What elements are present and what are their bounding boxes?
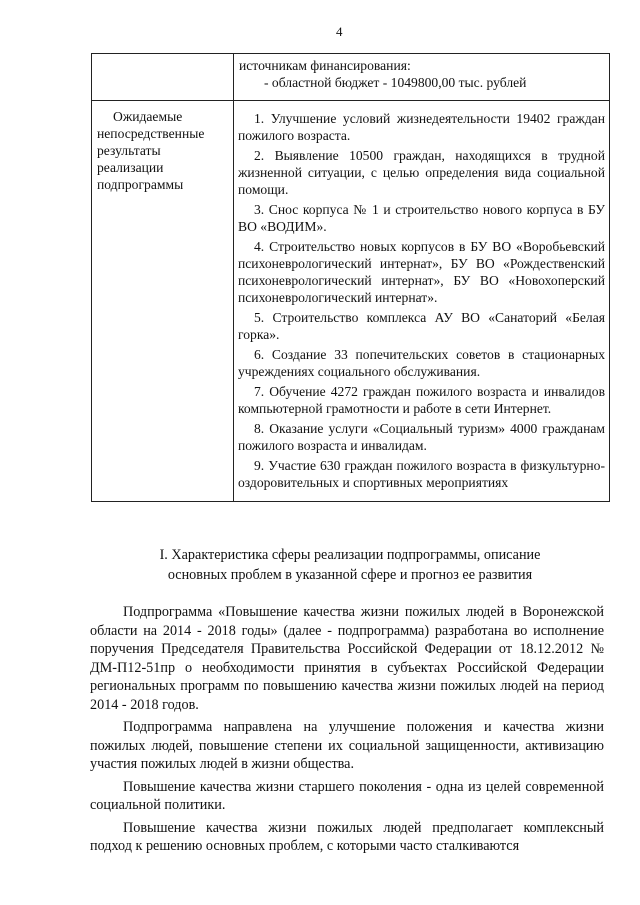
table-cell-financing xyxy=(234,54,610,101)
body-paragraph-2: Подпрограмма направлена на улучшение положения и качества жизни пожилых людей, повышение степени их социальной защищенности, активизацию участия пожилых людей в жизни общества. xyxy=(90,719,604,772)
table-row-financing xyxy=(92,54,610,101)
result-item-3: 3. Снос корпуса № 1 и строительство нового корпуса в БУ ВО «ВОДИМ». xyxy=(238,202,605,234)
body-paragraph-3: Повышение качества жизни старшего поколения - одна из целей современной социальной политики. xyxy=(90,778,604,813)
results-label-line: реализации xyxy=(97,160,164,175)
section-heading-line-2: основных проблем в указанной сфере и прогноз ее развития xyxy=(167,567,533,583)
table-cell-results-label xyxy=(92,101,234,502)
result-item-5: 5. Строительство комплекса АУ ВО «Санаторий «Белая горка». xyxy=(238,310,605,342)
regional-budget-amount: - областной бюджет - 1049800,00 тыс. рублей xyxy=(264,75,527,90)
result-item-6: 6. Создание 33 попечительских советов в стационарных учреждениях социального обслуживания. xyxy=(238,347,605,379)
subprogram-passport-table xyxy=(91,53,610,502)
result-item-2: 2. Выявление 10500 граждан, находящихся в трудной жизненной ситуации, с целью определения вида социальной помощи. xyxy=(238,148,605,197)
financing-sources-label: источникам финансирования: xyxy=(239,58,411,73)
result-item-7: 7. Обучение 4272 граждан пожилого возраста и инвалидов компьютерной грамотности и работе в сети Интернет. xyxy=(238,384,605,416)
table-cell-results-list xyxy=(234,101,610,502)
results-label-line: непосредственные xyxy=(97,126,205,141)
page-number: 4 xyxy=(336,24,343,39)
body-paragraph-1: Подпрограмма «Повышение качества жизни пожилых людей в Воронежской области на 2014 - 2018 годы» (далее - подпрограмма) разработана во исполнение поручения Председателя Правительства Российской Федерации от 18.12.2012 № ДМ-П12-51пр о необходимости принятия в субъектах Российской Федерации региональных программ по повышению качества жизни пожилых людей на период 2014 - 2018 годов. xyxy=(90,604,604,713)
result-item-1: 1. Улучшение условий жизнедеятельности 19402 граждан пожилого возраста. xyxy=(238,111,605,143)
section-heading-line-1: I. Характеристика сферы реализации подпрограммы, описание xyxy=(159,547,541,563)
results-label-line: Ожидаемые xyxy=(113,109,183,124)
body-paragraph-4: Повышение качества жизни пожилых людей предполагает комплексный подход к решению основных проблем, с которыми часто сталкиваются xyxy=(90,819,604,854)
table-row-expected-results xyxy=(92,101,610,502)
results-label-line: результаты xyxy=(97,143,161,158)
result-item-4: 4. Строительство новых корпусов в БУ ВО «Воробьевский психоневрологический интернат», БУ ВО «Рождественский психоневрологический интернат», БУ ВО «Новохоперский психоневрологический интернат». xyxy=(238,239,605,305)
section-heading xyxy=(100,545,600,585)
table-cell-label-empty xyxy=(92,54,234,101)
results-label-line: подпрограммы xyxy=(97,177,184,192)
result-item-8: 8. Оказание услуги «Социальный туризм» 4000 гражданам пожилого возраста и инвалидам. xyxy=(238,421,605,453)
section-body xyxy=(90,603,604,856)
result-item-9: 9. Участие 630 граждан пожилого возраста в физкультурно-оздоровительных и спортивных мероприятиях xyxy=(238,458,605,490)
